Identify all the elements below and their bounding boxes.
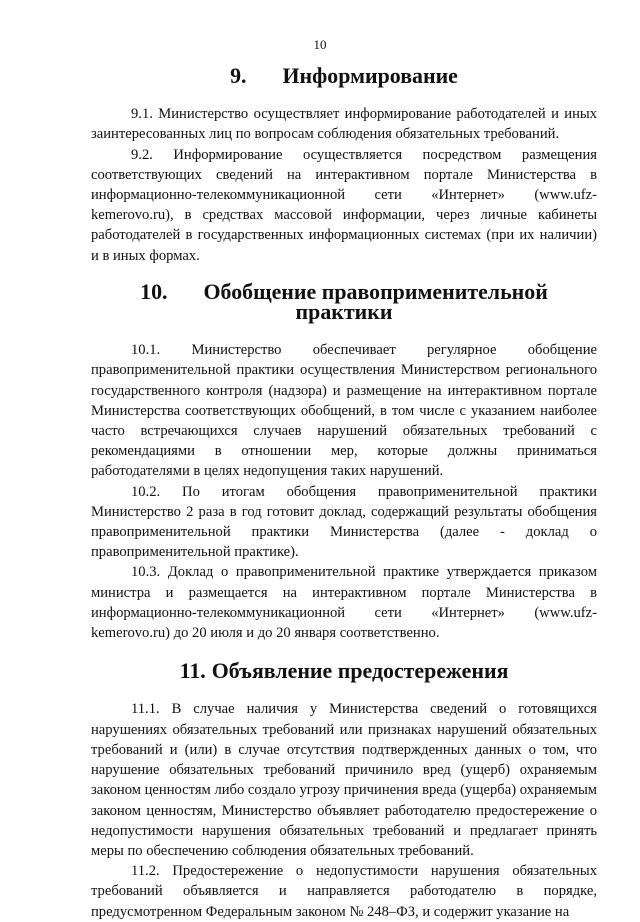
section-number: 11. <box>179 658 206 684</box>
page-number: 10 <box>313 37 327 52</box>
paragraph-9-2: 9.2. Информирование осуществляется посредством размещения соответствующих сведений на интерактивном портале Министерства в информационно-телекоммуникационной сети «Интернет» (www.ufz-kemerovo.ru), в средствах массовой информации, через личные кабинеты работодателей в государственных информационных системах (при их наличии) и в иных формах. <box>91 146 597 264</box>
document-body <box>91 63 597 922</box>
section-heading-11 <box>91 658 597 684</box>
paragraph-10-3: 10.3. Доклад о правоприменительной практике утверждается приказом министра и размещается на интерактивном портале Министерства в информационно-телекоммуникационной сети «Интернет» (www.ufz-kemerovo.ru) до 20 июля и до 20 января соответственно. <box>91 564 597 642</box>
paragraph-11-1: 11.1. В случае наличия у Министерства сведений о готовящихся нарушениях обязательных требований или признаках нарушений обязательных требований и (или) в случае отсутствия подтвержденных данных о том, что нарушение обязательных требований причинило вред (ущерб) охраняемым законом ценностям либо создало угрозу причинения вреда (ущерба) охраняемым законом ценностям, Министерство объявляет работодателю предостережение о недопустимости нарушения обязательных требований и предлагает принять меры по обеспечению соблюдения обязательных требований. <box>91 701 597 859</box>
paragraph-10-1: 10.1. Министерство обеспечивает регулярное обобщение правоприменительной практики осуществления Министерством регионального государственного контроля (надзора) и размещение на интерактивном портале Министерства соответствующих обобщений, в том числе с указанием наиболее часто встречающихся случаев нарушений обязательных требований с рекомендациями в отношении мер, которые должны приниматься работодателями в целях недопущения таких нарушений. <box>91 342 597 480</box>
paragraph-9-1: 9.1. Министерство осуществляет информирование работодателей и иных заинтересованных лиц по вопросам соблюдения обязательных требований. <box>91 106 597 143</box>
paragraph-10-2: 10.2. По итогам обобщения правоприменительной практики Министерство 2 раза в год готовит доклад, содержащий результаты обобщения правоприменительной практики Министерства (далее - доклад о правоприменительной практике). <box>91 483 597 561</box>
section-heading-9 <box>91 63 597 88</box>
section-number: 9. <box>230 63 247 88</box>
section-heading-10 <box>91 278 597 325</box>
paragraph-11-2: 11.2. Предостережение о недопустимости нарушения обязательных требований объявляется и направляется работодателю в порядке, предусмотренном Федеральным законом № 248–ФЗ, и содержит указание на <box>91 863 597 920</box>
section-title: Обобщение правоприменительной практики <box>203 278 548 325</box>
section-number: 10. <box>140 278 168 304</box>
section-title: Объявление предостережения <box>211 658 509 684</box>
section-title: Информирование <box>282 63 458 88</box>
